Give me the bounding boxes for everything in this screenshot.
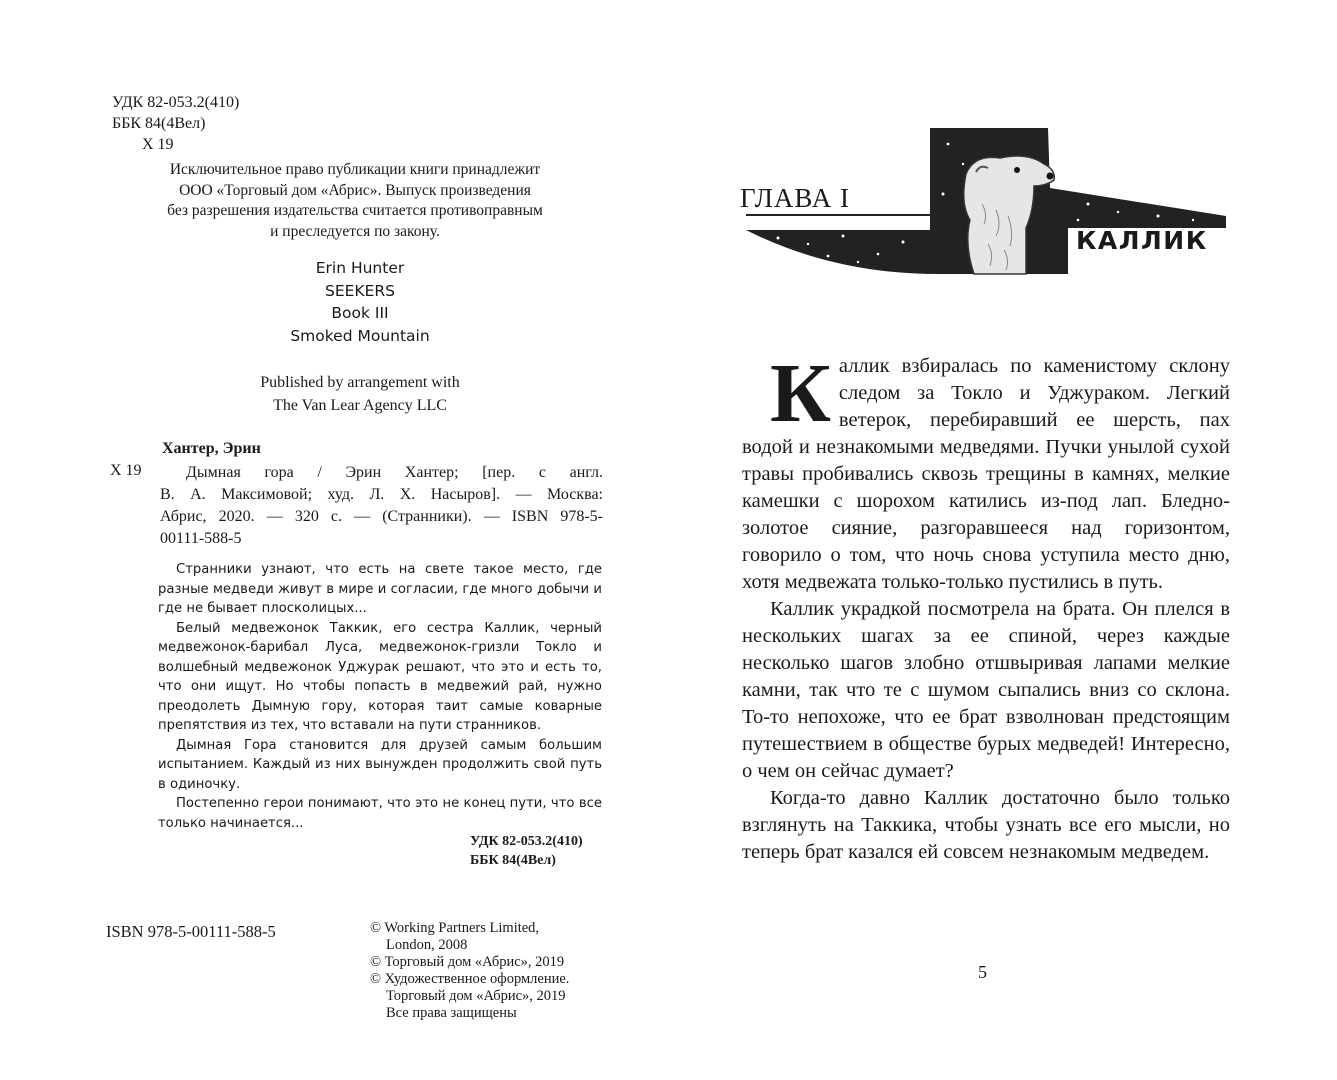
catalog-line: Дымная гора / Эрин Хантер; [пер. с англ. bbox=[186, 464, 603, 481]
rights-line: и преследуется по закону. bbox=[270, 222, 440, 240]
copyright-line: London, 2008 bbox=[386, 937, 468, 953]
body-paragraph: Каллик украдкой посмотрела на брата. Он плелся в нескольких шагах за ее спиной, через каждые несколько шагов злобно отшвыривая лапами мелкие камни, так что те с шумом сыпались вниз со склона. То-то непохоже, что ее брат взволнован предстоящим путешествием в обществе бурых медведей! Интересно, о чем он сейчас думает? bbox=[742, 598, 1230, 782]
first-paragraph bbox=[742, 347, 1230, 596]
catalog-code: Х 19 bbox=[110, 462, 142, 479]
catalog-line: 00111-588-5 bbox=[160, 530, 242, 547]
copyright-line: © Working Partners Limited, bbox=[370, 920, 540, 936]
page-number: 5 bbox=[978, 962, 987, 982]
copyright-line: © Художественное оформление. bbox=[370, 971, 570, 987]
udk-bottom-block bbox=[470, 832, 583, 870]
copyright-line: Торговый дом «Абрис», 2019 bbox=[386, 988, 566, 1004]
rights-line: Исключительное право публикации книги принадлежит bbox=[169, 161, 541, 178]
bbk-bottom: ББК 84(4Вел) bbox=[470, 853, 556, 868]
copyright-block bbox=[370, 920, 569, 1022]
chapter-body bbox=[742, 347, 1230, 866]
isbn: ISBN 978-5-00111-588-5 bbox=[106, 922, 276, 941]
first-paragraph-text: аллик взбиралась по каменистому склону следом за Токло и Уджураком. Легкий ветерок, перебиравший ее шерсть, пах водой и незнакомыми медведями. Пучки унылой сухой травы пробивались сквозь трещины в камнях, мелкие камешки с шорохом катились из-под лап. Бледно-золотое сияние, разгоравшееся над горизонтом, говорило о том, что ночь снова уступила место дню, хотя медвежата только-только пустились в путь. bbox=[742, 355, 1230, 593]
copyright-line: © Торговый дом «Абрис», 2019 bbox=[370, 954, 565, 970]
author-code: Х 19 bbox=[142, 136, 174, 153]
udk-block bbox=[112, 92, 239, 155]
original-title: Smoked Mountain bbox=[290, 326, 430, 345]
original-author: Erin Hunter bbox=[315, 259, 405, 277]
copyright-line: Все права защищены bbox=[386, 1005, 517, 1021]
annotation-paragraph: Дымная Гора становится для друзей самым большим испытанием. Каждый из них вынужден продолжить свой путь в одиночку. bbox=[158, 737, 602, 792]
original-title-block bbox=[200, 257, 520, 347]
bbk-line: ББК 84(4Вел) bbox=[112, 115, 206, 132]
original-series: SEEKERS bbox=[325, 281, 395, 300]
annotation-paragraph: Постепенно герои понимают, что это не конец пути, что все только начинается... bbox=[158, 796, 602, 831]
annotation bbox=[158, 560, 602, 833]
udk-line: УДК 82-053.2(410) bbox=[112, 94, 240, 111]
catalog-line: В. А. Максимовой; худ. Л. Х. Насыров]. — Москва: bbox=[160, 486, 603, 503]
catalog-entry bbox=[160, 462, 603, 550]
arrangement-block bbox=[150, 371, 570, 417]
catalog-line: Абрис, 2020. — 320 с. — (Странники). — ISBN 978-5- bbox=[160, 508, 603, 525]
rights-line: без разрешения издательства считается противоправным bbox=[167, 202, 543, 219]
udk-bottom: УДК 82-053.2(410) bbox=[470, 834, 583, 849]
annotation-paragraph: Белый медвежонок Таккик, его сестра Каллик, черный медвежонок-барибал Луса, медвежонок-гризли Токло и волшебный медвежонок Уджурак решают, что это и есть то, что они ищут. Но чтобы попасть в медвежий рай, нужно преодолеть Дымную гору, которая таит самые коварные препятствия из тех, что вставали на пути странников. bbox=[158, 620, 602, 733]
rights-line: ООО «Торговый дом «Абрис». Выпуск произведения bbox=[179, 181, 531, 199]
arrangement-line: Published by arrangement with bbox=[260, 374, 460, 391]
annotation-paragraph: Странники узнают, что есть на свете такое место, где разные медведи живут в мире и согласии, где много добычи и где не бывает плосколицых... bbox=[158, 562, 602, 616]
drop-cap: К bbox=[770, 347, 831, 440]
catalog-author: Хантер, Эрин bbox=[162, 440, 261, 457]
body-paragraph: Когда-то давно Каллик достаточно было только взглянуть на Таккика, чтобы узнать все его мысли, но теперь брат казался ей совсем незнакомым медведем. bbox=[742, 787, 1230, 863]
rights-notice bbox=[100, 160, 610, 242]
chapter-label: ГЛАВА I bbox=[740, 183, 850, 213]
chapter-title: КАЛЛИК bbox=[1076, 226, 1208, 255]
arrangement-line: The Van Lear Agency LLC bbox=[273, 397, 447, 414]
original-book: Book III bbox=[331, 304, 389, 322]
